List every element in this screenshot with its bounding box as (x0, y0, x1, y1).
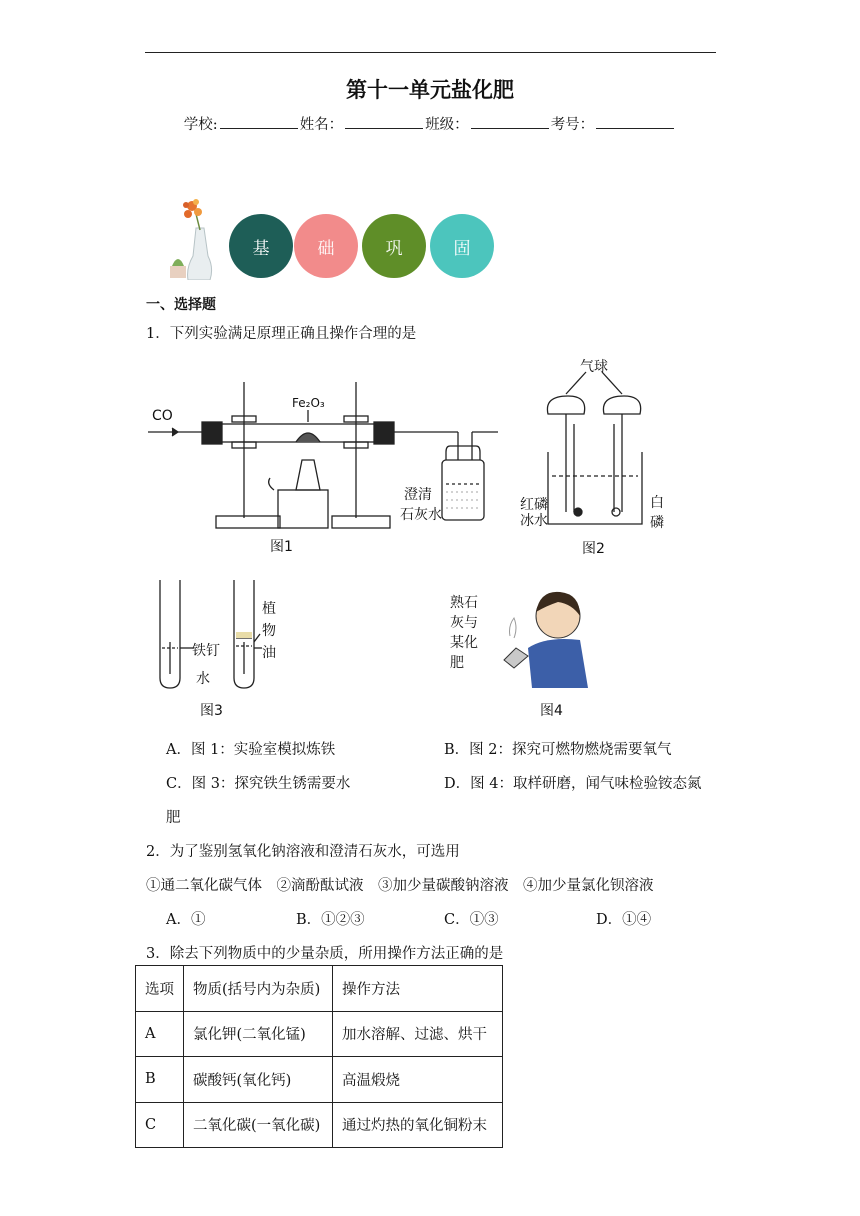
table-header-cell: 操作方法 (333, 966, 503, 1012)
exam-no-field[interactable] (596, 114, 674, 129)
table-row (136, 1057, 503, 1103)
oil-label-1: 植 (262, 601, 276, 617)
fe2o3-label: Fe₂O₃ (292, 396, 325, 410)
table-cell: 通过灼热的氧化铜粉末 (333, 1102, 503, 1148)
fig1-caption: 图1 (270, 539, 293, 555)
co-label: CO (152, 408, 173, 424)
water-label: 水 (196, 671, 210, 687)
figure-3 (150, 578, 290, 718)
fig4-caption: 图4 (540, 703, 563, 719)
banner-circle-1: 基 (229, 214, 293, 278)
table-cell: 氯化钾(二氧化锰) (184, 1011, 333, 1057)
q1-option-b[interactable]: B．图 2：探究可燃物燃烧需要氧气 (444, 742, 672, 758)
lime-label-1: 熟石 (450, 595, 478, 611)
balloon-label: 气球 (580, 359, 608, 375)
lime-label-2: 灰与 (450, 615, 478, 631)
table-row (136, 1102, 503, 1148)
limewater-label-1: 澄清 (404, 487, 432, 503)
lime-label-4: 肥 (450, 655, 464, 671)
table-cell: 二氧化碳(一氧化碳) (184, 1102, 333, 1148)
oil-label-3: 油 (262, 645, 276, 661)
table-cell: B (136, 1057, 184, 1103)
banner-circle-2: 础 (294, 214, 358, 278)
exam-no-label: 考号： (550, 117, 595, 133)
limewater-label-2: 石灰水 (400, 507, 442, 523)
q1-option-c[interactable]: C．图 3：探究铁生锈需要水 (166, 776, 351, 792)
red-p-label: 红磷 (520, 497, 548, 513)
nail-label: 铁钉 (192, 643, 220, 659)
name-label: 姓名： (299, 117, 344, 133)
white-p-label-1: 白 (650, 495, 664, 511)
class-label: 班级： (425, 117, 469, 133)
school-field[interactable] (220, 114, 298, 129)
table-row (136, 1011, 503, 1057)
q1-option-d[interactable]: D．图 4：取样研磨，闻气味检验铵态氮 (444, 776, 702, 792)
q2-option-a[interactable]: A．① (166, 912, 206, 928)
table-cell: 高温煅烧 (333, 1057, 503, 1103)
table-cell: 加水溶解、过滤、烘干 (333, 1011, 503, 1057)
table-header-cell: 物质(括号内为杂质) (184, 966, 333, 1012)
figure-4 (448, 588, 598, 720)
q1-option-a[interactable]: A．图 1：实验室模拟炼铁 (166, 742, 336, 758)
q2-option-c[interactable]: C．①③ (444, 912, 499, 928)
q2-stem: 2．为了鉴别氢氧化钠溶液和澄清石灰水，可选用 (146, 844, 460, 860)
lime-label-3: 某化 (450, 635, 478, 651)
school-label: 学校: (183, 117, 218, 133)
q2-option-b[interactable]: B．①②③ (296, 912, 365, 928)
figure-1-drawing (146, 380, 516, 560)
q3-stem: 3．除去下列物质中的少量杂质，所用操作方法正确的是 (146, 946, 504, 962)
section-title: 一、选择题 (146, 297, 216, 313)
banner-circle-4: 固 (430, 214, 494, 278)
banner-circle-3: 巩 (362, 214, 426, 278)
class-field[interactable] (471, 114, 549, 129)
figure-2 (518, 352, 678, 562)
header-rule (145, 52, 716, 53)
white-p-label-2: 磷 (650, 515, 664, 531)
q2-items: ①通二氧化碳气体 ②滴酚酞试液 ③加少量碳酸钠溶液 ④加少量氯化钡溶液 (146, 878, 654, 894)
table-header-cell: 选项 (136, 966, 184, 1012)
page-title: 第十一单元盐化肥 (346, 77, 514, 102)
q3-table (135, 965, 503, 1148)
ice-water-label: 冰水 (520, 513, 548, 529)
fig2-caption: 图2 (582, 541, 605, 557)
oil-label-2: 物 (262, 623, 276, 639)
table-cell: C (136, 1102, 184, 1148)
table-cell: A (136, 1011, 184, 1057)
table-header-row (136, 966, 503, 1012)
q1-stem: 1．下列实验满足原理正确且操作合理的是 (146, 326, 417, 342)
q1-option-d-continued: 肥 (166, 810, 181, 826)
name-field[interactable] (345, 114, 423, 129)
vase-illustration (166, 198, 216, 280)
student-info-line (0, 113, 860, 134)
table-cell: 碳酸钙(氧化钙) (184, 1057, 333, 1103)
q2-option-d[interactable]: D．①④ (596, 912, 652, 928)
figure-1 (146, 380, 516, 560)
fig3-caption: 图3 (200, 703, 223, 719)
